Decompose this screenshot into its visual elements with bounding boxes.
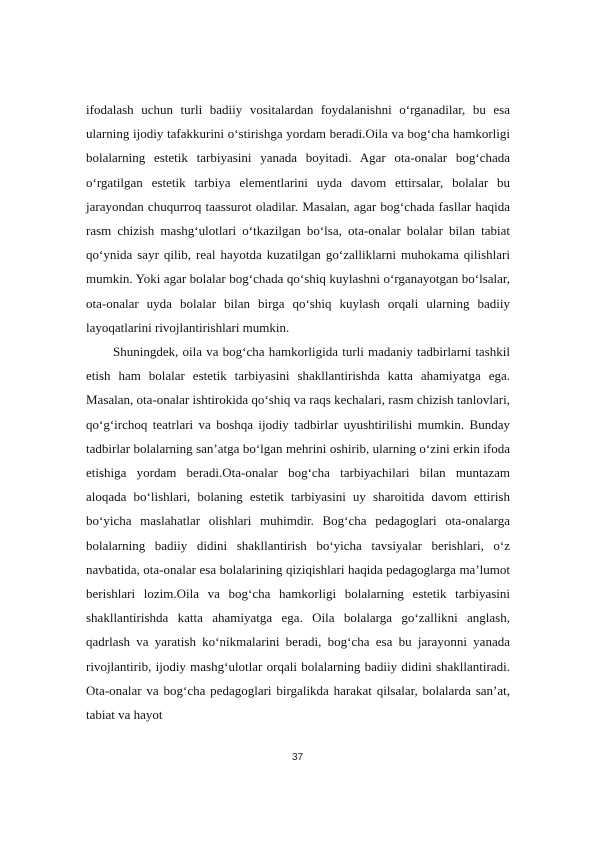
body-text xyxy=(86,98,510,727)
paragraph-hamkorlik: Shuningdek, oila va bog‘cha hamkorligida turli madaniy tadbirlarni tashkil etish ham bolalar estetik tarbiyasini shakllantirishda katta ahamiyatga ega. Masalan, ota-onalar ishtirokida qo‘shiq va raqs kechalari, rasm chizish tanlovlari, qo‘g‘irchoq teatrlari va boshqa ijodiy tadbirlar uyushtirilishi mumkin. Bunday tadbirlar bolalarning san’atga bo‘lgan mehrini oshirib, ularning o‘zini erkin ifoda etishiga yordam beradi.Ota-onalar bog‘cha tarbiyachilari bilan muntazam aloqada bo‘lishlari, bolaning estetik tarbiyasini uy sharoitida davom ettirish bo‘yicha maslahatlar olishlari muhimdir. Bog‘cha pedagoglari ota-onalarga bolalarning badiiy didini shakllantirish bo‘yicha tavsiyalar berishlari, o‘z navbatida, ota-onalar esa bolalarining qiziqishlari haqida pedagoglarga ma’lumot berishlari lozim.Oila va bog‘cha hamkorligi bolalarning estetik tarbiyasini shakllantirishda katta ahamiyatga ega. Oila bolalarga go‘zallikni anglash, qadrlash va yaratish ko‘nikmalarini beradi, bog‘cha esa bu jarayonni yanada rivojlantirib, ijodiy mashg‘ulotlar orqali bolalarning badiiy didini shakllantiradi. Ota-onalar va bog‘cha pedagoglari birgalikda harakat qilsalar, bolalarda san’at, tabiat va hayot xyxy=(86,344,510,723)
page-number: 37 xyxy=(291,752,304,763)
paragraph-continuation: ifodalash uchun turli badiiy vositalardan foydalanishni o‘rganadilar, bu esa ularning ijodiy tafakkurini o‘stirishga yordam beradi.Oila va bog‘cha hamkorligi bolalarning estetik tarbiyasini yanada boyitadi. Agar ota-onalar bog‘chada o‘rgatilgan estetik tarbiya elementlarini uyda davom ettirsalar, bolalar bu jarayondan chuqurroq taassurot oladilar. Masalan, agar bog‘chada fasllar haqida rasm chizish mashg‘ulotlari o‘tkazilgan bo‘lsa, ota-onalar bolalar bilan tabiat qo‘ynida sayr qilib, real hayotda kuzatilgan go‘zalliklarni muhokama qilishlari mumkin. Yoki agar bolalar bog‘chada qo‘shiq kuylashni o‘rganayotgan bo‘lsalar, ota-onalar uyda bolalar bilan birga qo‘shiq kuylash orqali ularning badiiy layoqatlarini rivojlantirishlari mumkin. xyxy=(86,102,510,335)
